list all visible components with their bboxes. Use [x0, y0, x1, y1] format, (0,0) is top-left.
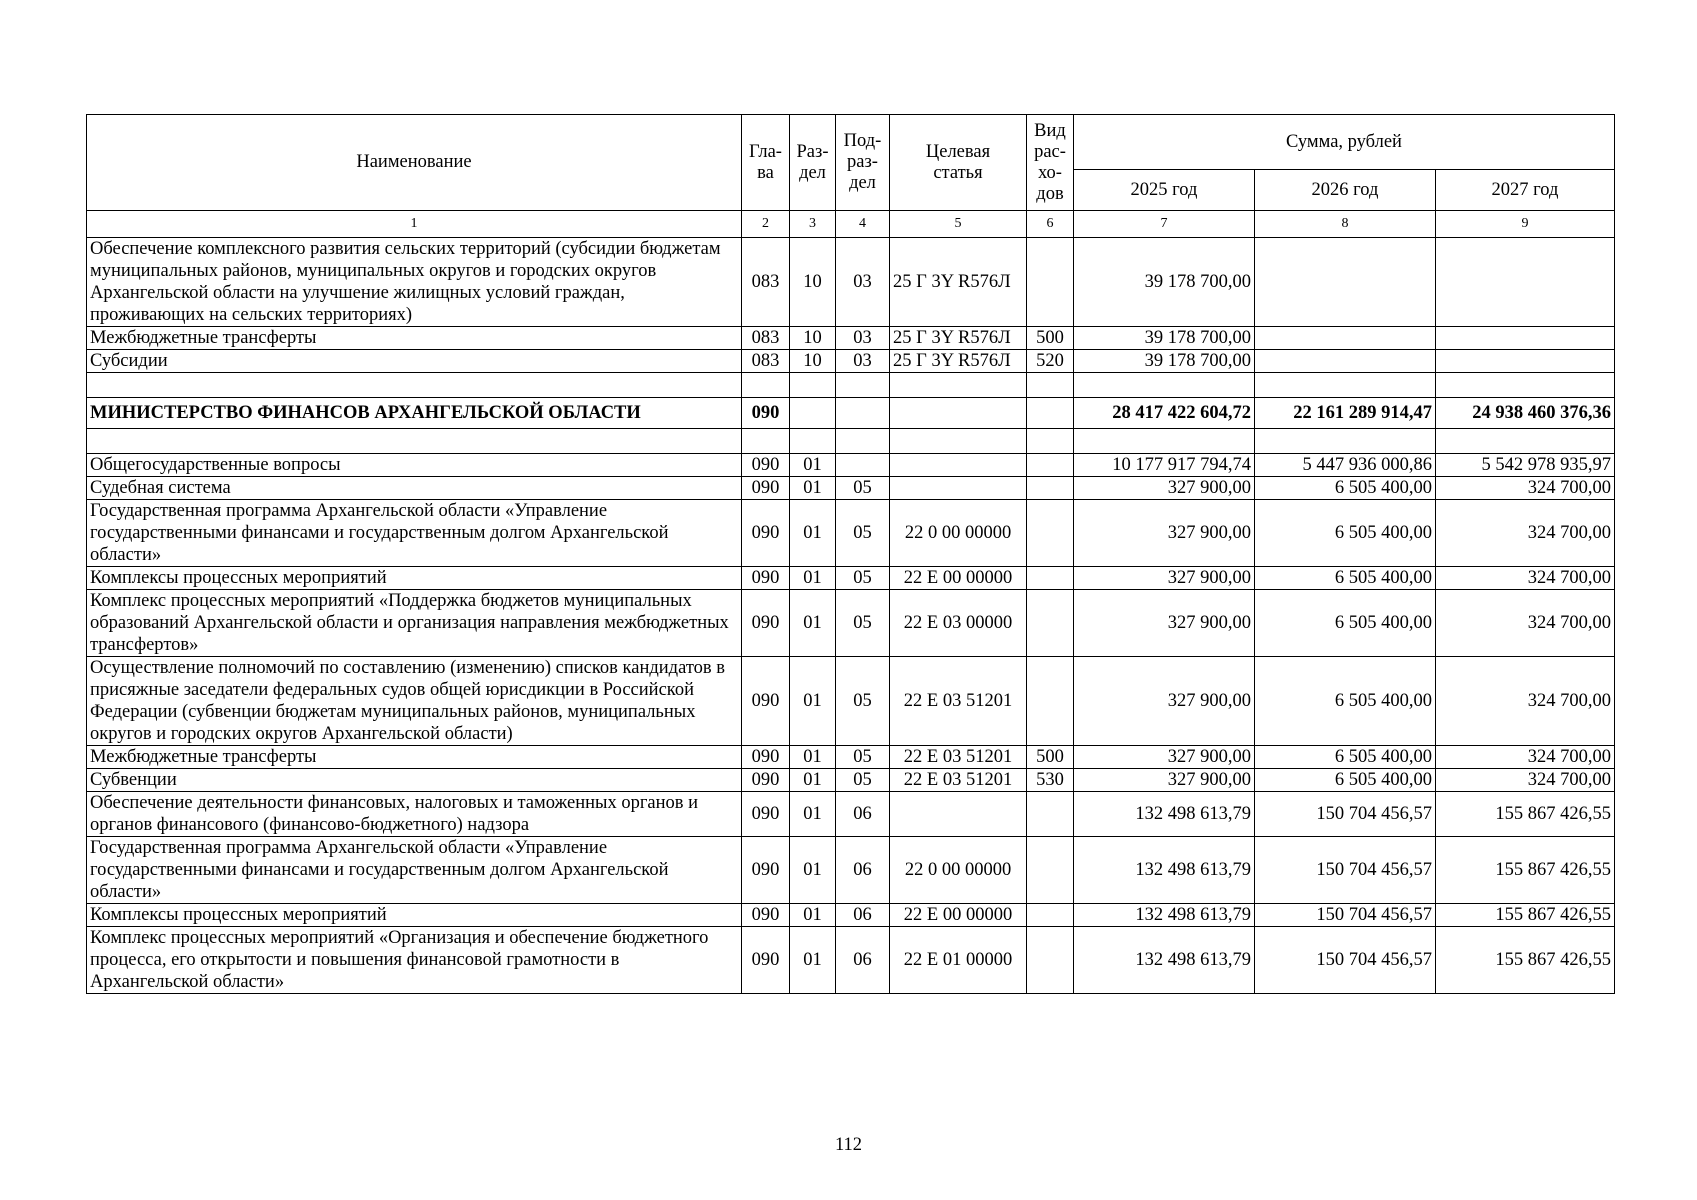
- row-celevaya: 22 Е 03 51201: [890, 769, 1027, 792]
- col-number: 5: [890, 211, 1027, 238]
- row-vid: 530: [1027, 769, 1074, 792]
- table-row: [87, 792, 1615, 837]
- row-vid: [1027, 454, 1074, 477]
- row-glava: 090: [742, 567, 790, 590]
- table-row: [87, 927, 1615, 994]
- table-row: [87, 837, 1615, 904]
- row-sum-2025: 39 178 700,00: [1074, 327, 1255, 350]
- row-sum-2027: 155 867 426,55: [1436, 927, 1615, 994]
- spacer-row: [87, 373, 1615, 398]
- row-glava: 090: [742, 769, 790, 792]
- row-name: Комплексы процессных мероприятий: [87, 567, 742, 590]
- header-celevaya-statya: Целевая статья: [890, 115, 1027, 211]
- row-razdel: 01: [790, 746, 836, 769]
- row-celevaya: 22 Е 03 00000: [890, 590, 1027, 657]
- row-sum-2027: 324 700,00: [1436, 769, 1615, 792]
- row-glava: 090: [742, 927, 790, 994]
- row-name: Общегосударственные вопросы: [87, 454, 742, 477]
- row-sum-2025: 327 900,00: [1074, 657, 1255, 746]
- row-sum-2026: 22 161 289 914,47: [1255, 398, 1436, 429]
- table-row: [87, 769, 1615, 792]
- row-name: Судебная система: [87, 477, 742, 500]
- budget-table: [86, 114, 1615, 994]
- row-sum-2025: 327 900,00: [1074, 769, 1255, 792]
- row-name: Обеспечение комплексного развития сельских территорий (субсидии бюджетам муниципальных районов, муниципальных округов и городских округов Архангельской области на улучшение жилищных условий граждан, проживающих на сельских территориях): [87, 238, 742, 327]
- row-sum-2025: 327 900,00: [1074, 746, 1255, 769]
- row-podrazdel: [836, 454, 890, 477]
- row-name: Обеспечение деятельности финансовых, налоговых и таможенных органов и органов финансового (финансово-бюджетного) надзора: [87, 792, 742, 837]
- row-name: Межбюджетные трансферты: [87, 746, 742, 769]
- row-razdel: 01: [790, 904, 836, 927]
- row-glava: 090: [742, 746, 790, 769]
- row-celevaya: 22 0 00 00000: [890, 837, 1027, 904]
- row-vid: [1027, 657, 1074, 746]
- row-sum-2027: 155 867 426,55: [1436, 837, 1615, 904]
- row-name: Субсидии: [87, 350, 742, 373]
- row-glava: 090: [742, 398, 790, 429]
- row-celevaya: 25 Г 3Y R576Л: [890, 238, 1027, 327]
- row-name: Государственная программа Архангельской области «Управление государственными финансами и государственным долгом Архангельской области»: [87, 500, 742, 567]
- table-row: [87, 904, 1615, 927]
- row-razdel: 01: [790, 837, 836, 904]
- row-razdel: [790, 398, 836, 429]
- table-row: [87, 238, 1615, 327]
- row-razdel: 01: [790, 769, 836, 792]
- row-name: Комплексы процессных мероприятий: [87, 904, 742, 927]
- row-sum-2026: 6 505 400,00: [1255, 657, 1436, 746]
- row-name: Государственная программа Архангельской области «Управление государственными финансами и государственным долгом Архангельской области»: [87, 837, 742, 904]
- row-glava: 090: [742, 500, 790, 567]
- row-sum-2026: 150 704 456,57: [1255, 837, 1436, 904]
- col-number: 3: [790, 211, 836, 238]
- row-sum-2026: [1255, 350, 1436, 373]
- header-vid-rashodov: Вид рас- хо- дов: [1027, 115, 1074, 211]
- row-sum-2027: [1436, 327, 1615, 350]
- row-razdel: 10: [790, 350, 836, 373]
- row-podrazdel: 03: [836, 350, 890, 373]
- row-sum-2025: 132 498 613,79: [1074, 927, 1255, 994]
- row-glava: 083: [742, 350, 790, 373]
- row-celevaya: [890, 477, 1027, 500]
- row-podrazdel: 05: [836, 567, 890, 590]
- row-sum-2026: 6 505 400,00: [1255, 769, 1436, 792]
- row-vid: [1027, 238, 1074, 327]
- row-sum-2025: 132 498 613,79: [1074, 792, 1255, 837]
- row-sum-2027: 324 700,00: [1436, 657, 1615, 746]
- row-celevaya: [890, 398, 1027, 429]
- col-number: 2: [742, 211, 790, 238]
- row-podrazdel: 06: [836, 927, 890, 994]
- row-razdel: 01: [790, 927, 836, 994]
- row-podrazdel: [836, 398, 890, 429]
- header-name: Наименование: [87, 115, 742, 211]
- row-razdel: 01: [790, 454, 836, 477]
- row-sum-2025: 132 498 613,79: [1074, 837, 1255, 904]
- row-razdel: 10: [790, 238, 836, 327]
- row-vid: [1027, 792, 1074, 837]
- row-sum-2025: 327 900,00: [1074, 590, 1255, 657]
- column-numbers-row: [87, 211, 1615, 238]
- row-celevaya: 25 Г 3Y R576Л: [890, 327, 1027, 350]
- row-glava: 090: [742, 657, 790, 746]
- row-sum-2027: 5 542 978 935,97: [1436, 454, 1615, 477]
- row-name: Комплекс процессных мероприятий «Организация и обеспечение бюджетного процесса, его открытости и повышения финансовой грамотности в Архангельской области»: [87, 927, 742, 994]
- row-glava: 083: [742, 327, 790, 350]
- row-sum-2026: 6 505 400,00: [1255, 590, 1436, 657]
- row-vid: [1027, 837, 1074, 904]
- row-vid: 520: [1027, 350, 1074, 373]
- row-sum-2025: 327 900,00: [1074, 500, 1255, 567]
- row-podrazdel: 03: [836, 327, 890, 350]
- row-celevaya: [890, 454, 1027, 477]
- spacer-row: [87, 429, 1615, 454]
- table-row: [87, 657, 1615, 746]
- row-sum-2027: [1436, 350, 1615, 373]
- table-row: [87, 350, 1615, 373]
- row-sum-2026: [1255, 238, 1436, 327]
- row-razdel: 01: [790, 590, 836, 657]
- row-celevaya: 22 Е 01 00000: [890, 927, 1027, 994]
- row-vid: [1027, 398, 1074, 429]
- row-razdel: 01: [790, 477, 836, 500]
- col-number: 8: [1255, 211, 1436, 238]
- row-name: Межбюджетные трансферты: [87, 327, 742, 350]
- row-podrazdel: 03: [836, 238, 890, 327]
- row-podrazdel: 05: [836, 657, 890, 746]
- row-sum-2027: 324 700,00: [1436, 746, 1615, 769]
- row-celevaya: [890, 792, 1027, 837]
- row-sum-2027: 324 700,00: [1436, 500, 1615, 567]
- row-podrazdel: 05: [836, 590, 890, 657]
- row-name: Субвенции: [87, 769, 742, 792]
- col-number: 9: [1436, 211, 1615, 238]
- row-sum-2027: 24 938 460 376,36: [1436, 398, 1615, 429]
- row-sum-2025: 39 178 700,00: [1074, 350, 1255, 373]
- row-sum-2025: 39 178 700,00: [1074, 238, 1255, 327]
- row-sum-2027: 324 700,00: [1436, 477, 1615, 500]
- row-podrazdel: 06: [836, 837, 890, 904]
- col-number: 7: [1074, 211, 1255, 238]
- row-sum-2026: 6 505 400,00: [1255, 746, 1436, 769]
- row-glava: 090: [742, 904, 790, 927]
- header-2027: 2027 год: [1436, 170, 1615, 211]
- row-podrazdel: 05: [836, 769, 890, 792]
- row-celevaya: 22 Е 03 51201: [890, 657, 1027, 746]
- table-row: [87, 746, 1615, 769]
- col-number: 1: [87, 211, 742, 238]
- row-vid: [1027, 500, 1074, 567]
- row-sum-2025: 10 177 917 794,74: [1074, 454, 1255, 477]
- header-razdel: Раз- дел: [790, 115, 836, 211]
- row-podrazdel: 05: [836, 477, 890, 500]
- row-sum-2025: 327 900,00: [1074, 477, 1255, 500]
- row-sum-2027: 155 867 426,55: [1436, 792, 1615, 837]
- row-sum-2026: [1255, 327, 1436, 350]
- col-number: 4: [836, 211, 890, 238]
- row-name: МИНИСТЕРСТВО ФИНАНСОВ АРХАНГЕЛЬСКОЙ ОБЛАСТИ: [87, 398, 742, 429]
- row-glava: 090: [742, 477, 790, 500]
- row-vid: 500: [1027, 746, 1074, 769]
- row-celevaya: 22 Е 00 00000: [890, 567, 1027, 590]
- row-name: Осуществление полномочий по составлению (изменению) списков кандидатов в присяжные заседатели федеральных судов общей юрисдикции в Российской Федерации (субвенции бюджетам муниципальных районов, муниципальных округов и городских округов Архангельской области): [87, 657, 742, 746]
- row-sum-2025: 327 900,00: [1074, 567, 1255, 590]
- row-razdel: 01: [790, 792, 836, 837]
- table-row: [87, 477, 1615, 500]
- row-vid: [1027, 927, 1074, 994]
- row-sum-2027: 324 700,00: [1436, 590, 1615, 657]
- table-row: [87, 454, 1615, 477]
- row-vid: [1027, 904, 1074, 927]
- row-celevaya: 22 Е 00 00000: [890, 904, 1027, 927]
- row-glava: 090: [742, 454, 790, 477]
- row-glava: 090: [742, 590, 790, 657]
- row-glava: 083: [742, 238, 790, 327]
- row-vid: 500: [1027, 327, 1074, 350]
- row-sum-2026: 150 704 456,57: [1255, 904, 1436, 927]
- row-sum-2026: 6 505 400,00: [1255, 477, 1436, 500]
- page-number: 112: [834, 1135, 863, 1155]
- row-celevaya: 25 Г 3Y R576Л: [890, 350, 1027, 373]
- row-glava: 090: [742, 837, 790, 904]
- header-2025: 2025 год: [1074, 170, 1255, 211]
- row-podrazdel: 05: [836, 500, 890, 567]
- row-sum-2026: 6 505 400,00: [1255, 500, 1436, 567]
- header-2026: 2026 год: [1255, 170, 1436, 211]
- row-sum-2027: [1436, 238, 1615, 327]
- row-podrazdel: 06: [836, 904, 890, 927]
- table-row: [87, 567, 1615, 590]
- row-sum-2026: 150 704 456,57: [1255, 927, 1436, 994]
- row-razdel: 01: [790, 500, 836, 567]
- row-vid: [1027, 590, 1074, 657]
- row-sum-2026: 6 505 400,00: [1255, 567, 1436, 590]
- row-vid: [1027, 567, 1074, 590]
- row-razdel: 10: [790, 327, 836, 350]
- table-row: [87, 590, 1615, 657]
- row-celevaya: 22 0 00 00000: [890, 500, 1027, 567]
- row-podrazdel: 06: [836, 792, 890, 837]
- row-sum-2027: 155 867 426,55: [1436, 904, 1615, 927]
- header-glava: Гла- ва: [742, 115, 790, 211]
- table-row: [87, 327, 1615, 350]
- row-sum-2027: 324 700,00: [1436, 567, 1615, 590]
- row-sum-2026: 5 447 936 000,86: [1255, 454, 1436, 477]
- row-sum-2026: 150 704 456,57: [1255, 792, 1436, 837]
- col-number: 6: [1027, 211, 1074, 238]
- header-summa: Сумма, рублей: [1074, 115, 1615, 170]
- row-podrazdel: 05: [836, 746, 890, 769]
- row-glava: 090: [742, 792, 790, 837]
- row-vid: [1027, 477, 1074, 500]
- table-row: [87, 500, 1615, 567]
- row-razdel: 01: [790, 567, 836, 590]
- row-celevaya: 22 Е 03 51201: [890, 746, 1027, 769]
- row-sum-2025: 132 498 613,79: [1074, 904, 1255, 927]
- row-name: Комплекс процессных мероприятий «Поддержка бюджетов муниципальных образований Архангельской области и организация направления межбюджетных трансфертов»: [87, 590, 742, 657]
- table-row-ministry: [87, 398, 1615, 429]
- row-razdel: 01: [790, 657, 836, 746]
- header-podrazdel: Под- раз- дел: [836, 115, 890, 211]
- row-sum-2025: 28 417 422 604,72: [1074, 398, 1255, 429]
